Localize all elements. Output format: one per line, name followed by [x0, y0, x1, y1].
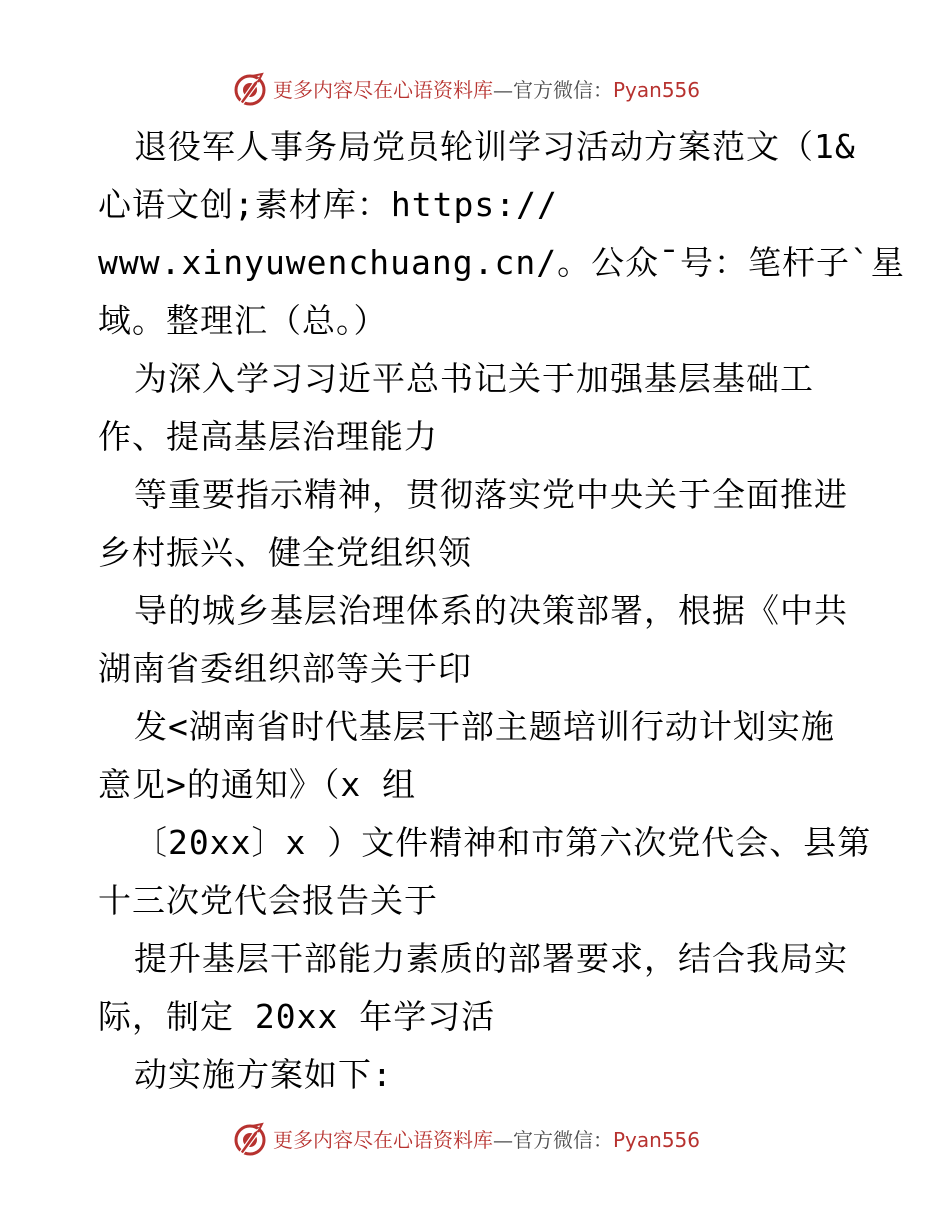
header-watermark: [0, 70, 950, 110]
doc-line-6: 作、提高基层治理能力: [98, 417, 438, 456]
doc-line-11: 发<湖南省时代基层干部主题培训行动计划实施: [134, 707, 835, 746]
doc-line-8: 乡村振兴、健全党组织领: [98, 533, 472, 572]
doc-line-15: 提升基层干部能力素质的部署要求，结合我局实: [134, 939, 848, 978]
watermark-site: 更多内容尽在心语资料库: [273, 78, 493, 102]
watermark-text: [273, 77, 700, 103]
doc-line-4: 域。整理汇（总。）: [98, 301, 388, 340]
doc-line-14: 十三次党代会报告关于: [98, 881, 438, 920]
doc-line-9: 导的城乡基层治理体系的决策部署，根据《中共: [134, 591, 848, 630]
watermark-dash: —: [493, 78, 513, 102]
pen-logo-icon: [232, 72, 268, 108]
pen-logo-icon: [232, 1122, 268, 1158]
watermark-dash: —: [493, 1128, 513, 1152]
doc-line-13: 〔20xx〕x ）文件精神和市第六次党代会、县第: [134, 823, 872, 862]
doc-line-3: www.xinyuwenchuang.cn/。公众¯号：笔杆子`星: [98, 243, 905, 282]
doc-line-16: 际，制定 20xx 年学习活: [98, 997, 496, 1036]
doc-line-7: 等重要指示精神，贯彻落实党中央关于全面推进: [134, 475, 848, 514]
doc-line-5: 为深入学习习近平总书记关于加强基层基础工: [134, 359, 814, 398]
watermark-official-label: 官方微信：: [513, 78, 613, 102]
doc-line-17: 动实施方案如下:: [134, 1055, 393, 1094]
doc-line-10: 湖南省委组织部等关于印: [98, 649, 472, 688]
watermark-wechat-id: Pyan556: [613, 1128, 701, 1152]
watermark-site: 更多内容尽在心语资料库: [273, 1128, 493, 1152]
doc-line-2: 心语文创;素材库：https://: [98, 185, 558, 224]
doc-line-12: 意见>的通知》（x 组: [98, 765, 417, 804]
watermark-text: [273, 1127, 700, 1153]
footer-watermark: [0, 1120, 950, 1160]
watermark-wechat-id: Pyan556: [613, 78, 701, 102]
watermark-official-label: 官方微信：: [513, 1128, 613, 1152]
doc-line-1: 退役军人事务局党员轮训学习活动方案范文（1&: [134, 127, 856, 166]
